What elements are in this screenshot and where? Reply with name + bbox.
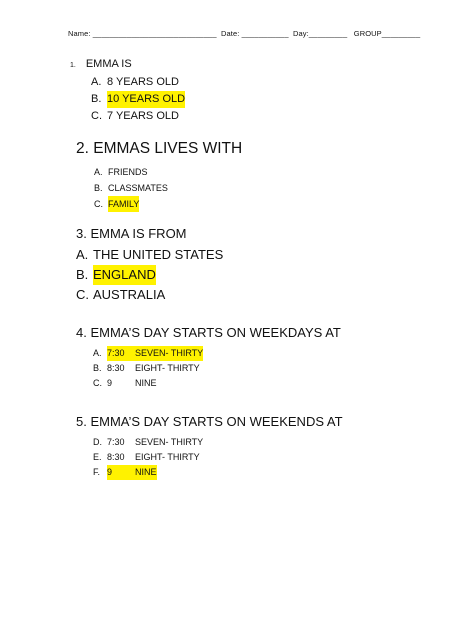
q1-option-b: [91, 91, 185, 108]
option-text-highlighted: 10 YEARS OLD: [107, 91, 185, 108]
option-text: CLASSMATES: [108, 183, 168, 193]
q2-option-a: [94, 164, 242, 180]
question-1: [70, 58, 185, 125]
q3-option-b: [76, 265, 223, 285]
option-letter: C.: [76, 287, 89, 302]
option-time: 7:30: [107, 348, 125, 358]
option-text: AUSTRALIA: [93, 287, 166, 302]
question-1-title: EMMA IS: [85, 58, 132, 70]
q5-option-f: [93, 465, 343, 480]
option-letter: B.: [93, 363, 102, 373]
header-fields-line: Name: _____________________________ Date: ___________ Day:_________ GROUP_________: [68, 29, 421, 38]
option-text: FRIENDS: [108, 167, 148, 177]
question-3: [76, 226, 223, 305]
option-text: THE UNITED STATES: [93, 247, 224, 262]
question-4-options: [93, 346, 341, 391]
q4-option-c: [93, 376, 341, 391]
option-words: EIGHT- THIRTY: [135, 363, 200, 373]
option-words: SEVEN- THIRTY: [135, 348, 204, 358]
question-4-title: 4. EMMA’S DAY STARTS ON WEEKDAYS AT: [76, 325, 341, 340]
option-time: 8:30: [107, 363, 125, 373]
q4-option-b: [93, 361, 341, 376]
option-letter: D.: [93, 437, 102, 447]
q5-option-d: [93, 435, 343, 450]
question-1-title-row: [70, 58, 185, 70]
option-letter: C.: [94, 199, 103, 209]
option-letter: A.: [91, 76, 102, 88]
q4-option-a: [93, 346, 341, 361]
question-3-options: [76, 245, 223, 305]
option-letter: A.: [93, 348, 102, 358]
question-2: [76, 140, 242, 212]
option-letter: F.: [93, 467, 101, 477]
option-letter: E.: [93, 452, 102, 462]
option-time: 9: [107, 467, 113, 477]
option-text-highlighted: ENGLAND: [93, 265, 156, 285]
q3-option-c: [76, 285, 223, 305]
option-text: 7 YEARS OLD: [107, 110, 179, 122]
question-5-options: [93, 435, 343, 480]
q5-option-e: [93, 450, 343, 465]
option-letter: C.: [91, 110, 102, 122]
q1-option-a: [91, 74, 185, 91]
option-words: SEVEN- THIRTY: [135, 437, 204, 447]
question-1-options: [91, 74, 185, 125]
option-letter: B.: [76, 267, 89, 282]
question-3-title: 3. EMMA IS FROM: [76, 226, 187, 241]
option-letter: B.: [91, 93, 102, 105]
question-4: [76, 325, 341, 391]
option-time: 8:30: [107, 452, 125, 462]
option-letter: A.: [94, 167, 103, 177]
q1-option-c: [91, 108, 185, 125]
question-5-title: 5. EMMA’S DAY STARTS ON WEEKENDS AT: [76, 414, 343, 429]
option-text-highlighted: FAMILY: [108, 196, 139, 212]
question-2-options: [94, 164, 242, 212]
option-letter: C.: [93, 378, 102, 388]
question-1-number: 1.: [70, 62, 76, 69]
question-5: [76, 414, 343, 480]
option-words: EIGHT- THIRTY: [135, 452, 200, 462]
q2-option-b: [94, 180, 242, 196]
option-text: 8 YEARS OLD: [107, 76, 179, 88]
question-2-title: 2. EMMAS LIVES WITH: [76, 140, 243, 157]
option-time: 9: [107, 378, 113, 388]
option-time: 7:30: [107, 437, 125, 447]
option-letter: B.: [94, 183, 103, 193]
option-words: NINE: [135, 378, 157, 388]
q2-option-c: [94, 196, 242, 212]
option-words: NINE: [135, 467, 157, 477]
option-letter: A.: [76, 247, 89, 262]
q3-option-a: [76, 245, 223, 265]
